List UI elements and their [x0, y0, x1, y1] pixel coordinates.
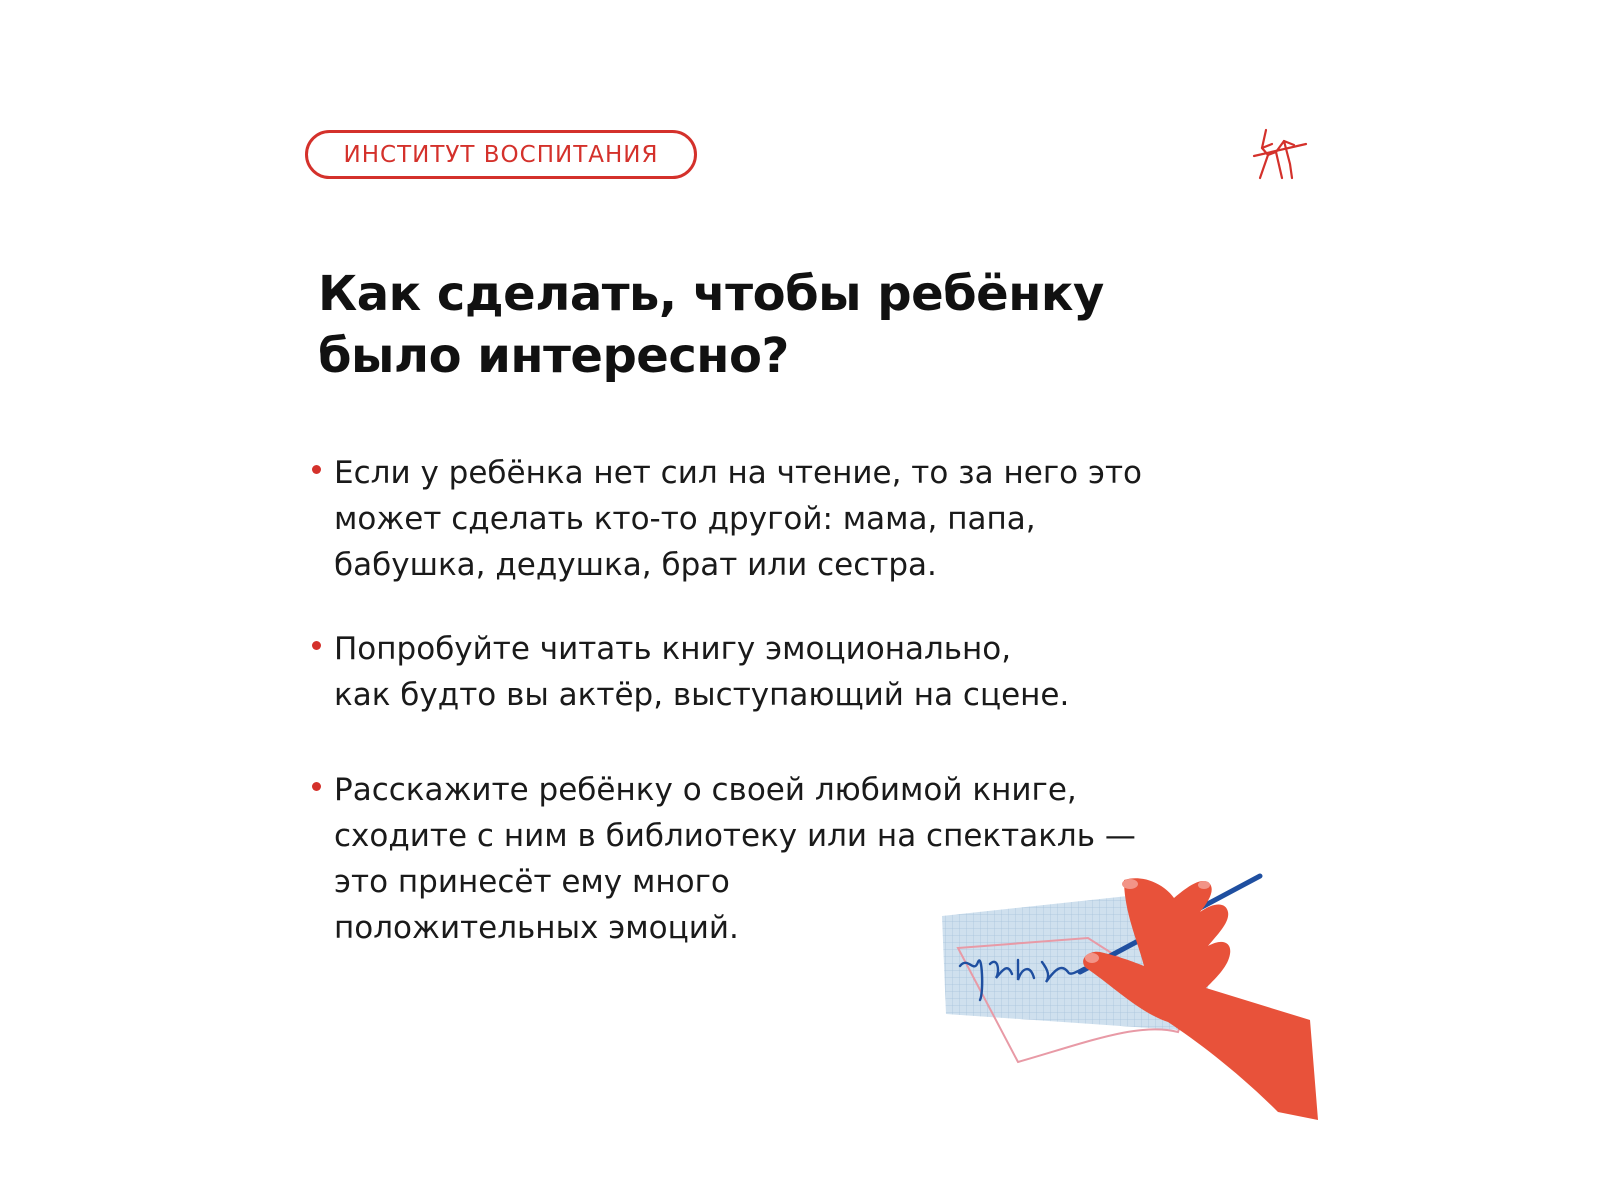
tip-line: бабушка, дедушка, брат или сестра.: [334, 547, 937, 583]
tip-line: Расскажите ребёнку о своей любимой книге,: [334, 772, 1077, 808]
tip-line: Если у ребёнка нет сил на чтение, то за него это: [334, 455, 1142, 491]
hand-writing-icon: [938, 872, 1358, 1152]
institute-badge: ИНСТИТУТ ВОСПИТАНИЯ: [305, 130, 697, 179]
tip-line: положительных эмоций.: [334, 910, 739, 946]
tip-line: может сделать кто-то другой: мама, папа,: [334, 501, 1036, 537]
institute-logo-icon: [1250, 128, 1310, 188]
tip-line: Попробуйте читать книгу эмоционально,: [334, 631, 1012, 667]
tip-line: это принесёт ему много: [334, 864, 730, 900]
bullet-dot-icon: [312, 641, 321, 650]
bullet-dot-icon: [312, 782, 321, 791]
title-line: было интересно?: [318, 328, 789, 384]
tip-item: [312, 450, 1312, 588]
page-title: [318, 263, 1318, 387]
title-line: Как сделать, чтобы ребёнку: [318, 266, 1104, 322]
bullet-dot-icon: [312, 465, 321, 474]
tip-item: [312, 626, 1312, 718]
tip-line: сходите с ним в библиотеку или на спектакль —: [334, 818, 1136, 854]
tip-line: как будто вы актёр, выступающий на сцене.: [334, 677, 1070, 713]
